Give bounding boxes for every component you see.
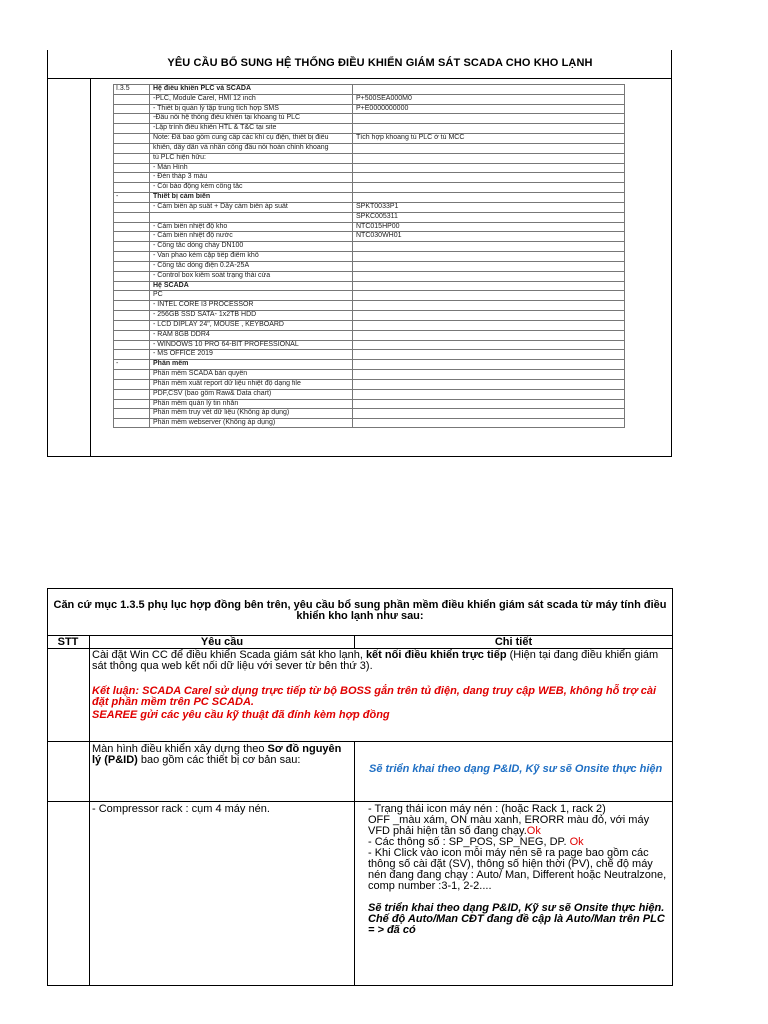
scan-cell-desc: - Màn Hình [153,164,188,171]
scan-cell-no: I.3.5 [116,85,130,92]
row1-requirement: Cài đặt Win CC để điều khiển Scada giám sát kho lạnh, kết nối điều khiển trực tiếp (Hiện tại đang điều khiển giám sát thông qua web kết nối dữ liệu với sever từ bên thứ 3). [92,649,659,672]
scanned-equipment-table [113,84,625,428]
scan-cell-desc: Phần mềm truy vết dữ liệu (Không áp dụng) [153,409,290,416]
scan-cell-desc: Note: Đã bao gồm cung cấp các khí cụ điện, thiết bị điều [153,134,329,141]
scan-cell-code: Tích hợp khoang tủ PLC ở tủ MCC [356,134,465,141]
scan-cell-desc: - WINDOWS 10 PRO 64-BIT PROFESSIONAL [153,341,299,348]
scan-cell-desc: - INTEL CORE I3 PROCESSOR [153,301,254,308]
scan-cell-desc: Phần mềm quản lý tin nhắn [153,400,239,407]
row3-requirement: - Compressor rack : cụm 4 máy nén. [92,803,270,815]
scan-cell-desc: Thiết bị cảm biến [153,193,211,200]
scan-cell-desc: - 256GB SSD SATA- 1x2TB HDD [153,311,257,318]
scan-cell-code: SPKT0033P1 [356,203,399,210]
top-right-border [671,50,672,456]
scan-cell-desc: tủ PLC hiện hữu: [153,154,206,161]
scan-cell-desc: - Cảm biến nhiệt độ nước [153,232,233,239]
top-section [0,0,768,460]
scan-cell-no: - [116,360,119,367]
column-header-requirement: Yêu cầu [200,636,244,648]
scan-cell-desc: -Đấu nối hệ thống điều khiển tại khoang tủ PLC [153,114,301,121]
scan-cell-code: NTC015HP00 [356,223,400,230]
scan-cell-desc: - Công tắc dòng điện 0.2A-25A [153,262,250,269]
scan-cell-desc: PDF,CSV (bao gồm Raw& Data chart) [153,390,272,397]
column-header-detail: Chi tiết [494,636,533,648]
scan-cell-desc: Phần mềm xuất report dữ liệu nhiệt độ dạng file [153,380,301,387]
scan-cell-desc: - MS OFFICE 2019 [153,350,213,357]
scan-cell-desc: -Lập trình điều khiển HTL & T&C tại site [153,124,277,131]
row2-requirement: Màn hình điều khiển xây dựng theo Sơ đồ nguyên lý (P&ID) bao gồm các thiết bị cơ bản sau: [92,743,342,766]
scan-cell-desc: - Công tắc dòng chảy DN100 [153,242,244,249]
row1-conclusion: Kết luận: SCADA Carel sử dụng trực tiếp từ bộ BOSS gắn trên tủ điện, dang truy cập WEB, không hỗ trợ cài đặt phần mềm trên PC SCADA. [92,685,657,708]
scan-cell-desc: - LCD DIPLAY 24", MOUSE , KEYBOARD [153,321,284,328]
scan-cell-no: - [116,193,119,200]
scan-cell-desc: - Control box kiểm soát trạng thái cửa [153,272,271,279]
scan-cell-desc: - Thiết bị quản lý tập trung tích hợp SMS [153,105,279,112]
scan-cell-desc: khiển, dây dẫn và nhân công đấu nối hoàn chỉnh khoang [153,144,329,151]
scan-cell-code: SPKC005311 [356,213,398,220]
top-title: YÊU CẦU BỔ SUNG HỆ THỐNG ĐIỀU KHIỂN GIÁM SÁT SCADA CHO KHO LẠNH [167,57,593,69]
scan-cell-desc: Phần mềm webserver (Không áp dụng) [153,419,276,426]
scan-cell-desc: - Cảm biến nhiệt độ kho [153,223,228,230]
scan-cell-desc: Hệ SCADA [153,282,189,289]
scan-cell-desc: PC [153,291,163,298]
top-inner-border [90,78,91,456]
row1-searee-note: SEAREE gửi các yêu cầu kỹ thuật đã đính kèm hợp đồng [92,709,390,721]
scan-cell-desc: - Đèn tháp 3 màu [153,173,208,180]
scan-cell-desc: - Van phao kèm cặp tiếp điểm khô [153,252,259,259]
row3-detail: - Trạng thái icon máy nén : (hoặc Rack 1, rack 2) OFF _màu xám, ON màu xanh, ERORR màu đỏ, với máy VFD phải hiện tần số đang chạy.Ok - Các thông số : SP_POS, SP_NEG, DP. Ok - Khi Click vào icon mỗi máy nén sẽ ra page bao gồm các thông số cài đặt (SV), thông số hiện thời (PV), chế độ máy nén đang đang chạy : Auto/ Man, Different hoặc Neutralzone, comp number :3-1, 2-2.... Sẽ triển khai theo dạng P&ID, Kỹ sư sẽ Onsite thực hiện. Chế độ Auto/Man CĐT đang đề cập là Auto/Man trên PLC = > đã có [368,803,667,936]
scan-cell-code: P+500SEA000M0 [356,95,412,102]
scan-cell-code: P+E0000000000 [356,105,409,112]
scan-cell-desc: - RAM 8GB DDR4 [153,331,210,338]
row2-detail: Sẽ triển khai theo dạng P&ID, Kỹ sư sẽ Onsite thực hiện [369,763,663,775]
scan-row-line [113,427,625,428]
scan-cell-desc: -PLC, Module Carel, HMI 12 inch [153,95,256,102]
table-header-note: Căn cứ mục 1.3.5 phụ lục hợp đồng bên trên, yêu cầu bổ sung phần mềm điều khiển giám sát scada từ máy tính điều khiển kho lạnh như sau: [53,599,667,622]
scan-cell-code: NTC030WH01 [356,232,402,239]
scan-cell-desc: - Còi báo động kèm công tắc [153,183,243,190]
scan-cell-desc: Phần mềm SCADA bản quyền [153,370,248,377]
top-title-divider [47,78,672,79]
scan-cell-desc: Phần mềm [153,360,189,367]
top-bottom-border [47,456,672,457]
scan-cell-desc: Hệ điều khiển PLC và SCADA [153,85,252,92]
column-header-stt: STT [57,636,79,648]
scan-cell-desc: - Cảm biến áp suất + Dây cảm biến áp suất [153,203,288,210]
top-left-border [47,50,48,456]
